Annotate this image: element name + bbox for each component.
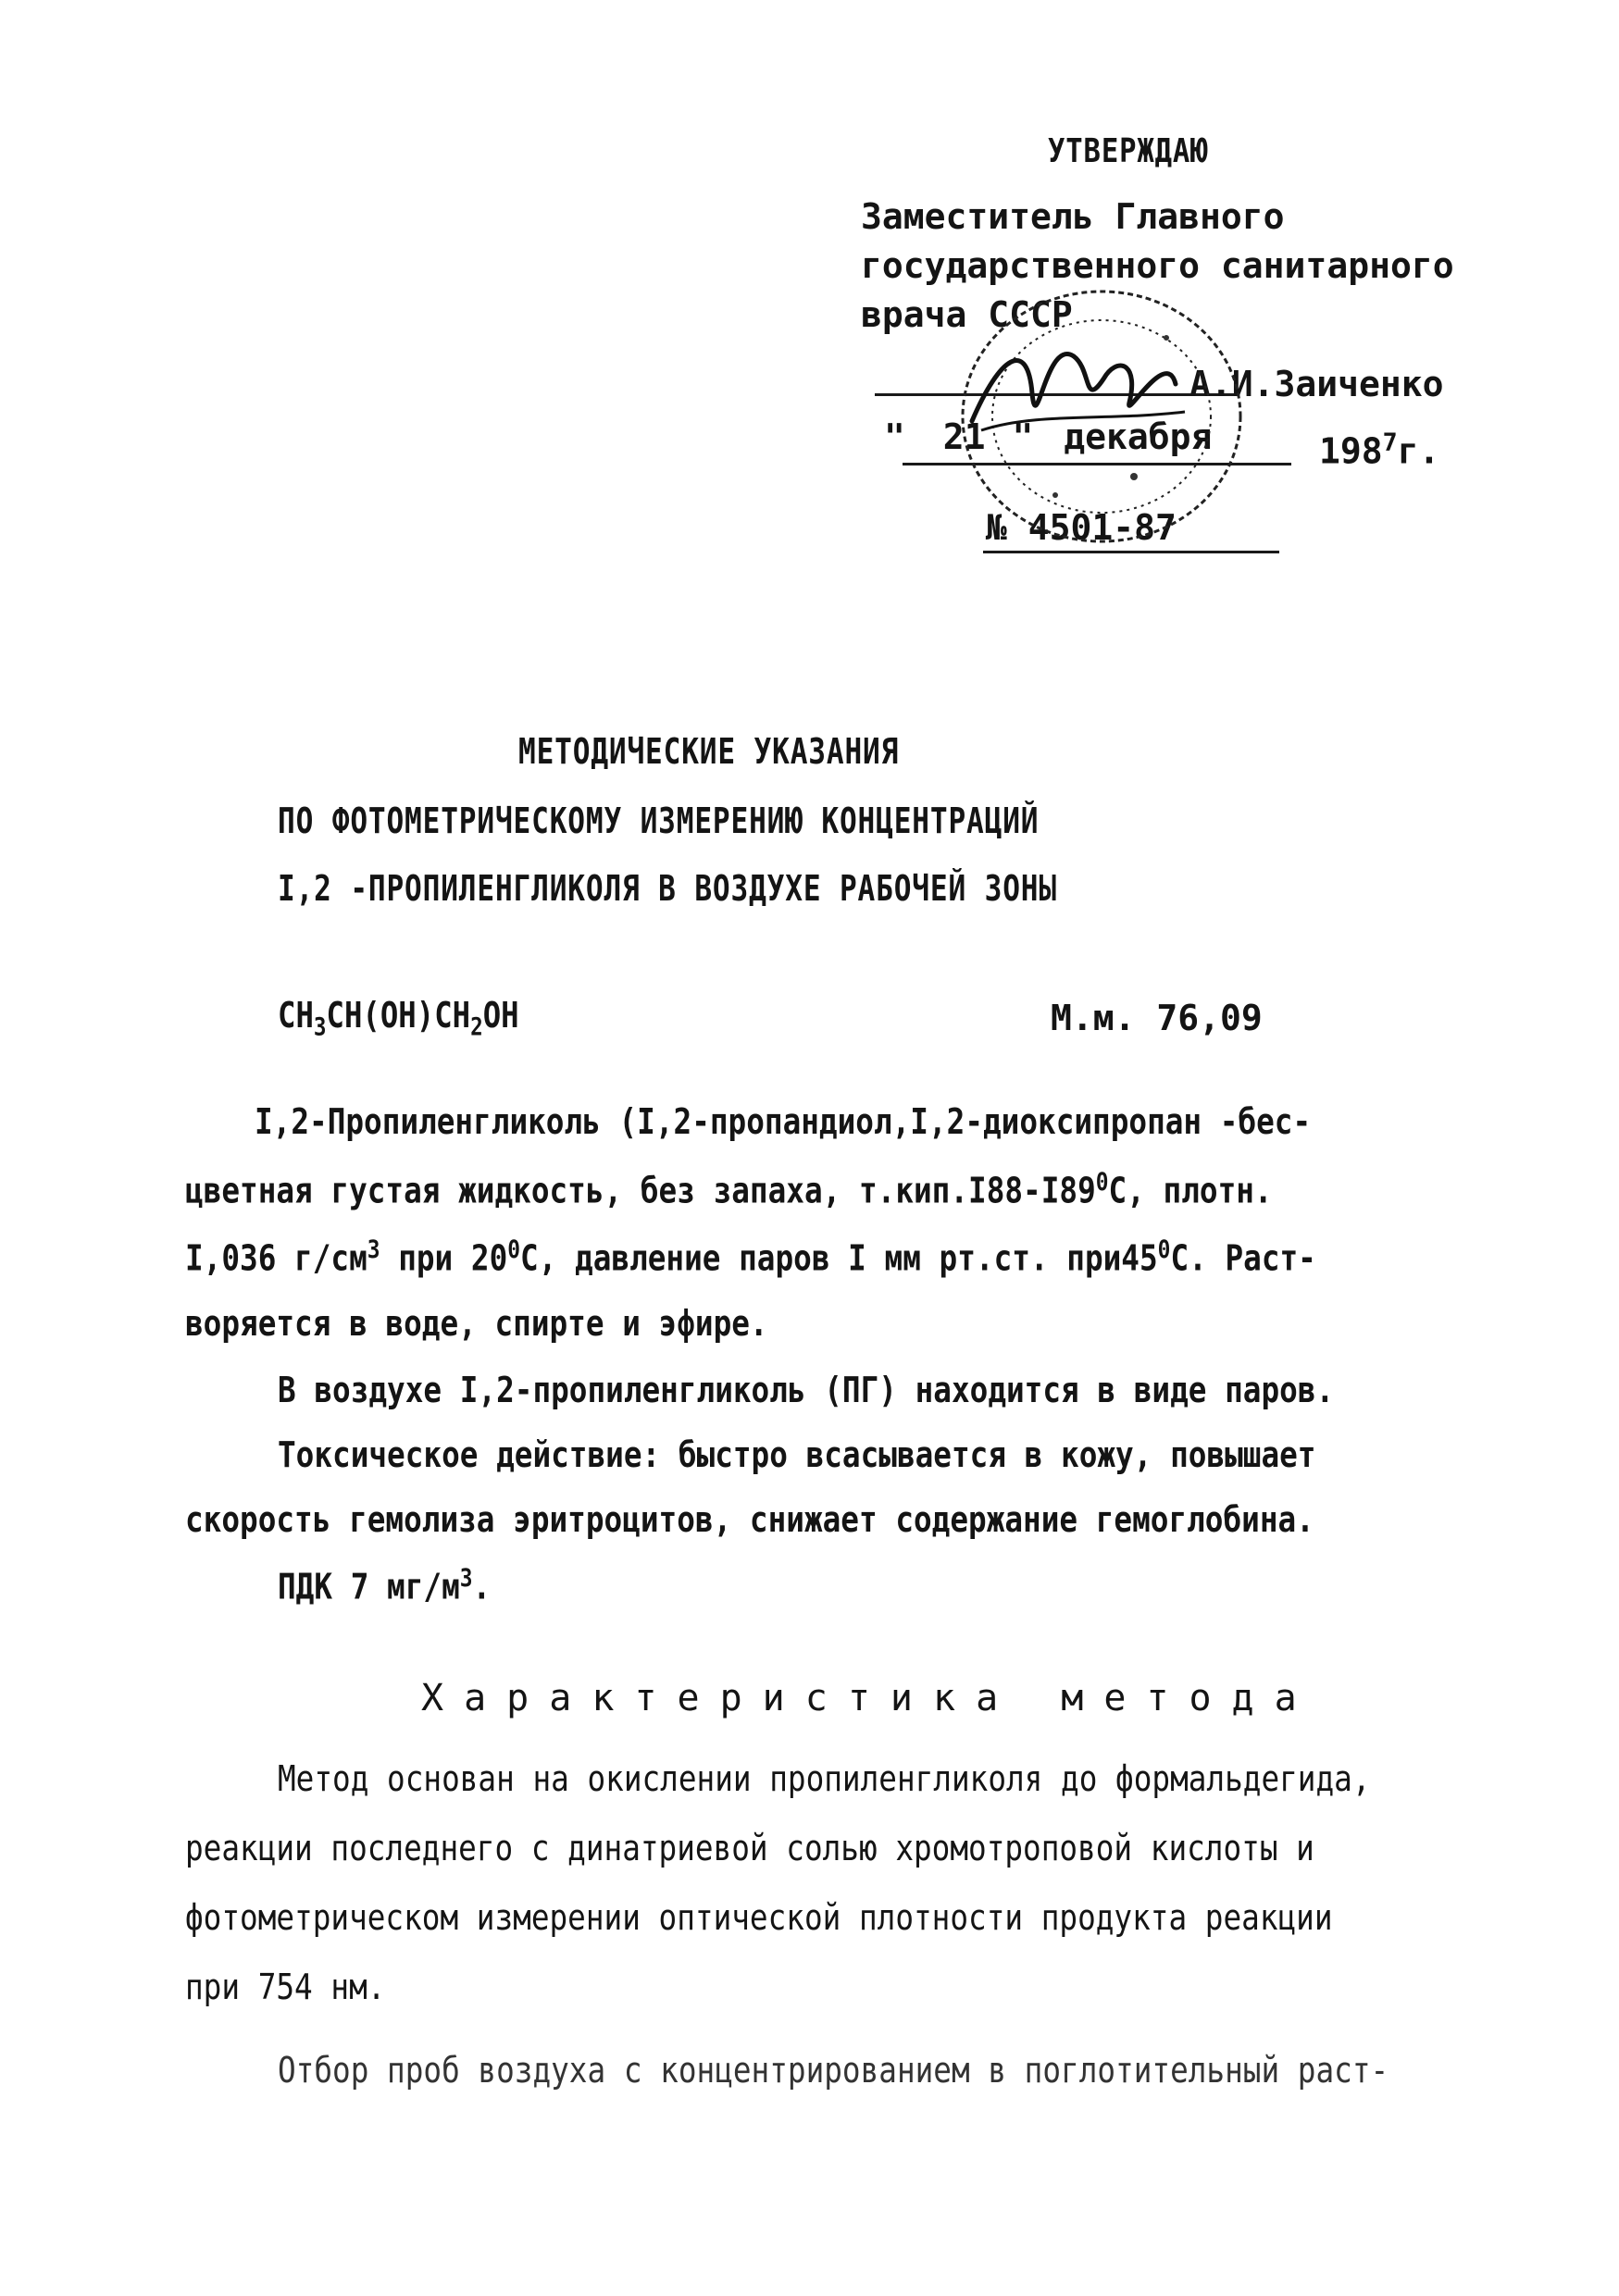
desc-line3-a: I,036 г/см [185,1237,367,1279]
desc-line8-sup: 3 [459,1564,473,1593]
date-quote-close: " [1012,416,1034,457]
desc-line2-b: С, плотн. [1108,1170,1273,1211]
desc-line1: I,2-Пропиленгликоль (I,2-пропандиол,I,2-диоксипропан -бес- [255,1101,1312,1142]
desc-line2 [185,1168,1273,1211]
desc-line6: Токсическое действие: быстро всасывается в кожу, повышает [278,1434,1316,1475]
section-title-method: Характеристика метода [421,1677,1317,1719]
year-suffix: г. [1397,430,1440,472]
desc-line2-sup: 0 [1095,1168,1109,1197]
desc-line3-sup2: 0 [507,1235,521,1264]
desc-line8 [278,1564,491,1607]
desc-line3-sup3: 0 [1157,1235,1171,1264]
desc-line5: В воздухе I,2-пропиленгликоль (ПГ) находится в виде паров. [278,1370,1335,1410]
desc-line8-b: . [472,1566,492,1607]
formula-sub2: 2 [470,1012,483,1042]
year-digit: 7 [1382,428,1398,457]
approval-position-line3: врача СССР [861,294,1073,335]
formula-part1: CH [278,995,314,1036]
desc-line3-d: С. Раст- [1170,1237,1316,1279]
molecular-mass: М.м. 76,09 [1051,998,1263,1038]
method-line4: при 754 нм. [185,1967,386,2007]
approval-position-line2: государственного санитарного [861,245,1454,286]
desc-line2-a: цветная густая жидкость, без запаха, т.кип.I88-I89 [185,1170,1096,1211]
date-quote: " [884,416,905,457]
desc-line3 [185,1235,1316,1279]
method-line3: фотометрическом измерении оптической плотности продукта реакции [185,1897,1333,1938]
date-month: декабря [1064,416,1213,457]
formula-part2: CH(OH)CH [326,995,471,1036]
approval-year [1319,428,1439,472]
method-line5: Отбор проб воздуха с концентрированием в поглотительный раст- [278,2050,1389,2091]
desc-line8-a: ПДК 7 мг/м [278,1566,460,1607]
document-title-line2: ПО ФОТОМЕТРИЧЕСКОМУ ИЗМЕРЕНИЮ КОНЦЕНТРАЦИЙ [278,800,1040,841]
year-prefix: 198 [1319,430,1383,472]
desc-line3-sup1: 3 [367,1235,380,1264]
method-line1: Метод основан на окислении пропиленгликоля до формальдегида, [278,1758,1371,1799]
approval-position-line1: Заместитель Главного [861,196,1285,237]
date-day: 21 [942,416,986,457]
formula-part3: OH [482,995,519,1036]
document-title-line3: I,2 -ПРОПИЛЕНГЛИКОЛЯ В ВОЗДУХЕ РАБОЧЕЙ ЗОНЫ [278,868,1057,909]
chemical-formula [278,995,519,1042]
document-title-line1: МЕТОДИЧЕСКИЕ УКАЗАНИЯ [518,731,900,772]
signer-name: А.И.Заиченко [1189,364,1444,404]
desc-line3-c: С, давление паров I мм рт.ст. при45 [520,1237,1158,1279]
approval-number: № 4501-87 [986,507,1177,548]
desc-line7: скорость гемолиза эритроцитов, снижает содержание гемоглобина. [185,1499,1314,1540]
method-line2: реакции последнего с динатриевой солью хромотроповой кислоты и [185,1828,1314,1868]
official-stamp-seal [944,282,1250,560]
desc-line3-b: при 20 [380,1237,508,1279]
approval-title: УТВЕРЖДАЮ [1048,132,1209,170]
desc-line4: воряется в воде, спирте и эфире. [185,1303,768,1344]
formula-sub1: 3 [313,1012,327,1042]
